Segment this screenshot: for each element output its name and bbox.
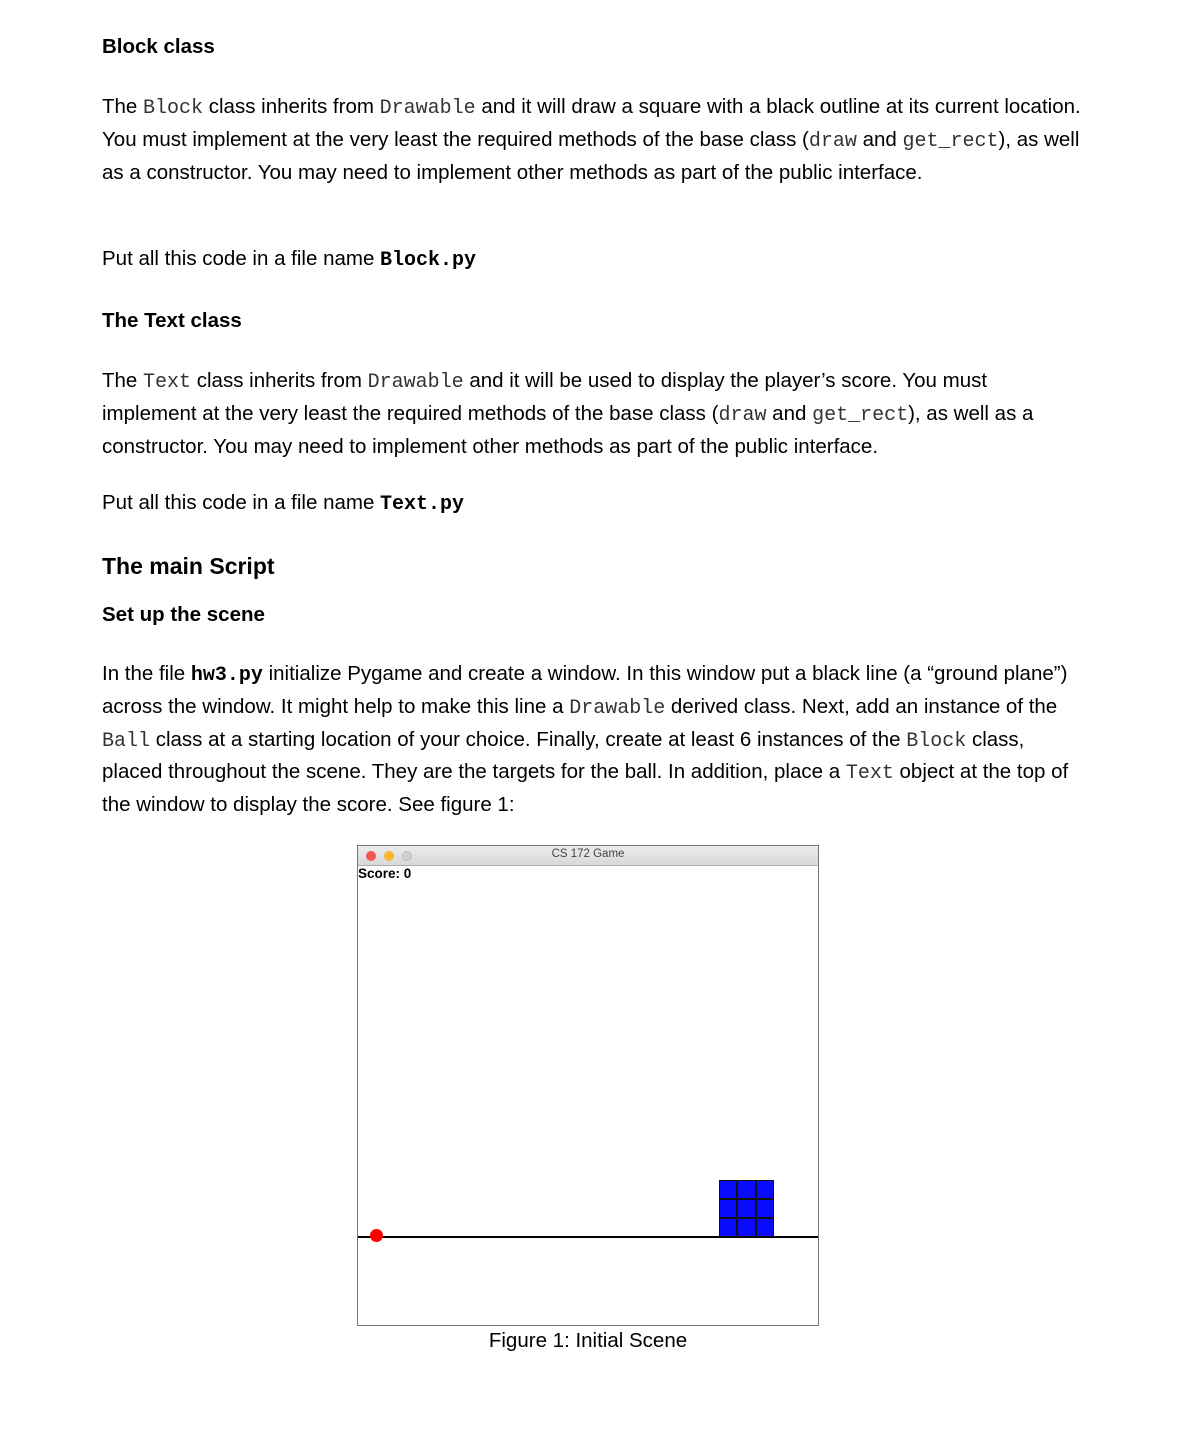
text: and — [856, 127, 903, 151]
text: class, placed throughout the scene. They are the targets for the ball. In addition, place a — [102, 727, 1025, 784]
setup-scene-subheading: Set up the scene — [102, 603, 265, 626]
text: In the file — [102, 662, 191, 685]
code-draw: draw — [808, 129, 857, 153]
code-drawable: Drawable — [367, 371, 464, 394]
block — [756, 1180, 774, 1199]
figure-caption: Figure 1: Initial Scene — [488, 1329, 688, 1352]
text: ), as well as a constructor. You may need to implement other methods as part of the public interface. — [102, 127, 1080, 184]
block-file-instruction — [102, 244, 1082, 277]
text: Put all this code in a file name — [102, 491, 381, 514]
text: ), as well as a constructor. You may need to implement other methods as part of the public interface. — [102, 401, 1034, 458]
text: and it will be used to display the player’s score. You must implement at the very least the required methods of the base class ( — [102, 369, 988, 425]
ball — [370, 1229, 383, 1242]
block-stack — [719, 1180, 774, 1237]
text-class-heading: The Text class — [102, 309, 242, 332]
code-drawable: Drawable — [379, 97, 476, 120]
code-draw: draw — [718, 403, 767, 427]
block — [737, 1180, 755, 1199]
text-class-description — [102, 366, 1082, 462]
text: derived class. Next, add an instance of the — [665, 694, 1058, 718]
window-titlebar — [358, 846, 818, 866]
block — [719, 1218, 737, 1237]
code-ball: Ball — [102, 729, 151, 753]
code-drawable: Drawable — [569, 696, 666, 720]
block — [737, 1218, 755, 1237]
text: initialize Pygame and create a window. In this window put a black line (a “ground plane”) across the window. It might help to make this line a — [102, 662, 1068, 718]
block — [756, 1218, 774, 1237]
game-window-figure — [357, 845, 819, 1326]
filename-block-py: Block.py — [380, 249, 477, 272]
window-title: CS 172 Game — [551, 848, 625, 860]
text: and it will draw a square with a black outline at its current location. You must implement at the very least the required methods of the base class ( — [102, 95, 1081, 151]
text: class inherits from — [191, 369, 368, 392]
code-text: Text — [845, 762, 894, 786]
text: The — [102, 95, 144, 118]
main-script-heading: The main Script — [102, 553, 275, 579]
filename-hw3-py: hw3.py — [190, 664, 263, 687]
block-class-heading: Block class — [102, 35, 215, 58]
setup-scene-description — [102, 659, 1082, 821]
text: Put all this code in a file name — [102, 247, 381, 270]
text: and — [766, 401, 813, 425]
block — [719, 1180, 737, 1199]
text: The — [102, 369, 144, 392]
code-text: Text — [143, 371, 192, 394]
text-file-instruction — [102, 488, 1082, 521]
block — [737, 1199, 755, 1218]
code-get-rect: get_rect — [812, 403, 909, 427]
code-block: Block — [906, 729, 967, 753]
block — [719, 1199, 737, 1218]
text: object at the top of the window to display the score. See figure 1: — [102, 760, 1069, 817]
code-block: Block — [143, 97, 204, 120]
code-get-rect: get_rect — [902, 129, 999, 153]
block — [756, 1199, 774, 1218]
filename-text-py: Text.py — [380, 493, 465, 516]
score-text: Score: 0 — [358, 866, 412, 881]
text: class inherits from — [203, 95, 380, 118]
text: class at a starting location of your choice. Finally, create at least 6 instances of the — [150, 727, 907, 751]
block-class-description — [102, 92, 1082, 188]
